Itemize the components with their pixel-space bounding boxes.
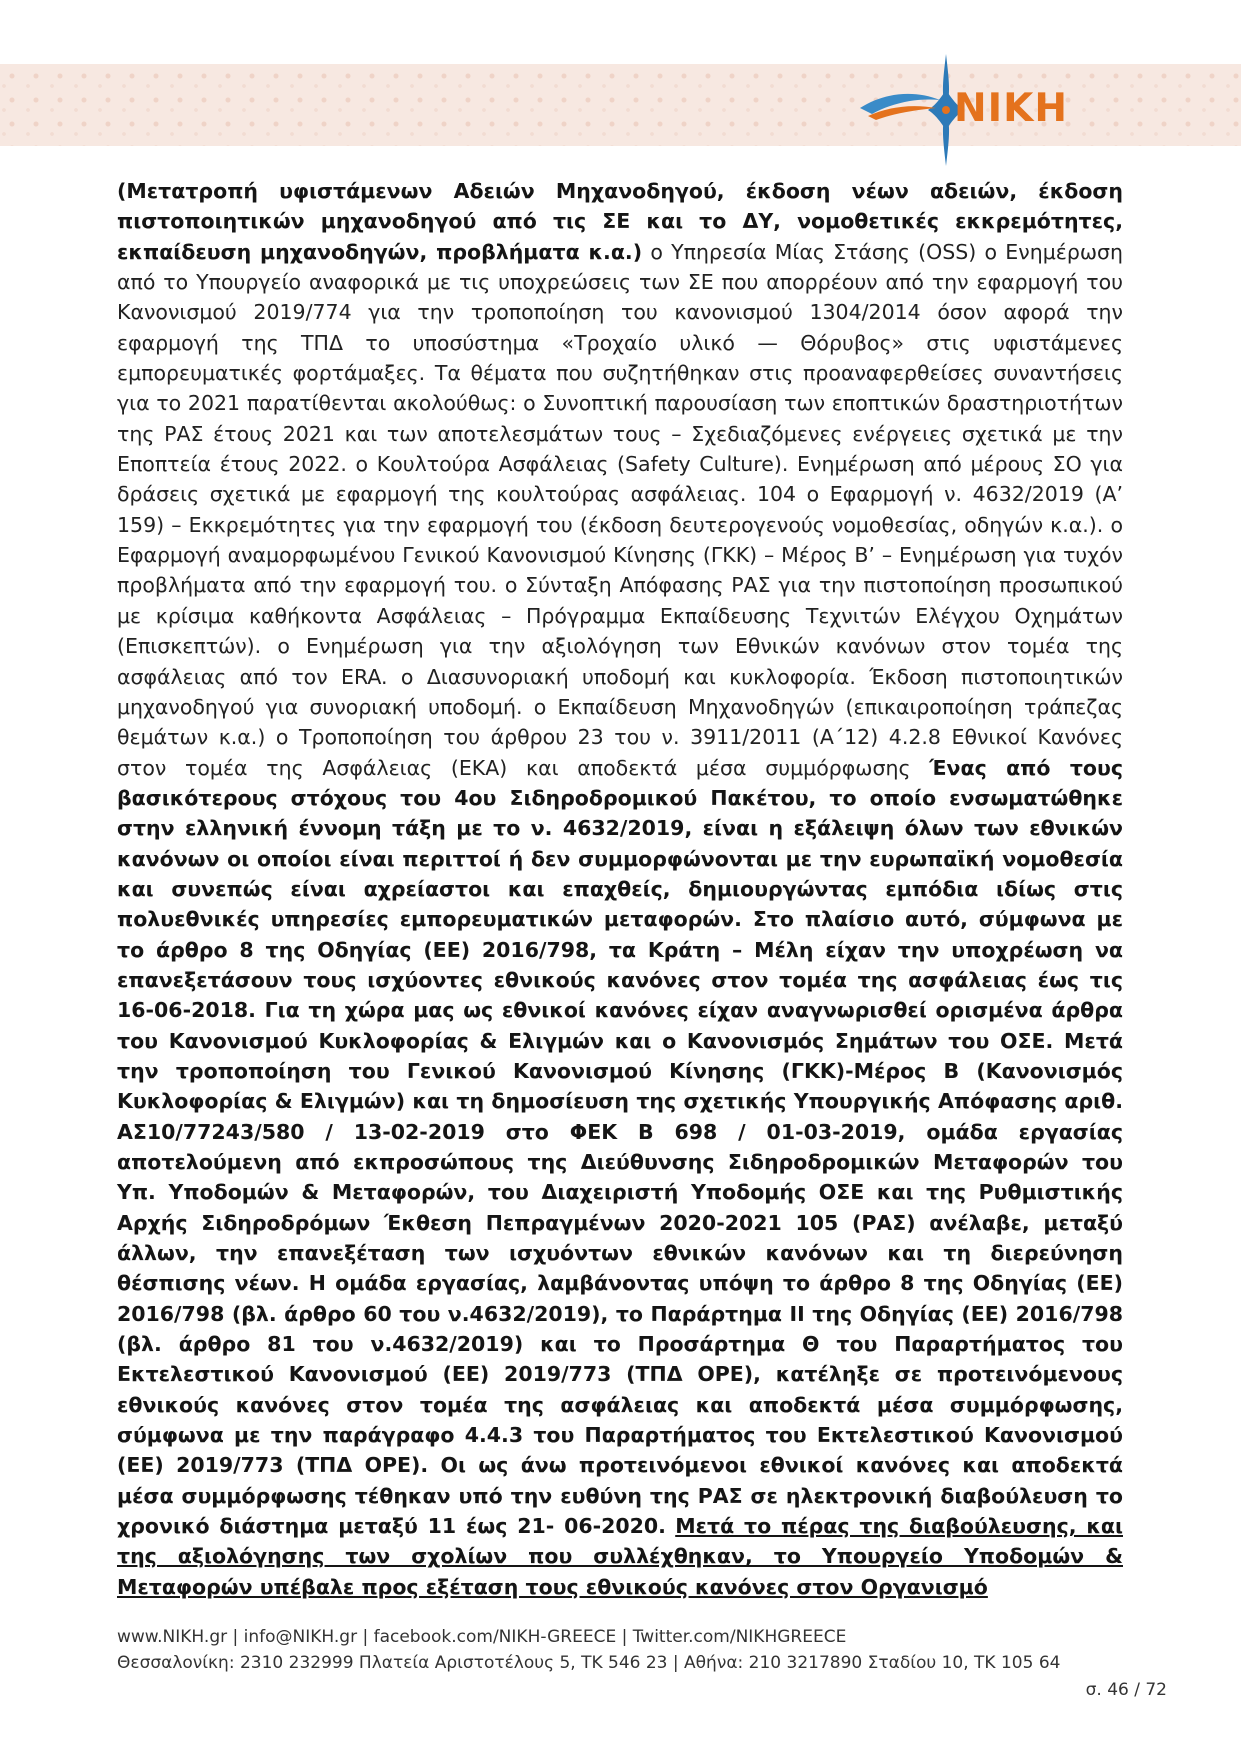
- body-regular-text: ο Υπηρεσία Μίας Στάσης (OSS) ο Ενημέρωση από το Υπουργείο αναφορικά με τις υποχρεώσεις των ΣΕ που απορρέουν από την εφαρμογή του Κανονισμού 2019/774 για την τροποποίηση του κανονισμού 1304/2014 όσον αφορά την εφαρμογή της ΤΠΔ το υποσύστημα «Τροχαίο υλικό — Θόρυβος» στις υφιστάμενες εμπορευματικές φορτάμαξες. Τα θέματα που συζητήθηκαν στις προαναφερθείσες συναντήσεις για το 2021 παρατίθενται ακολούθως: ο Συνοπτική παρουσίαση των εποπτικών δραστηριοτήτων της ΡΑΣ έτους 2021 και των αποτελεσμάτων τους – Σχεδιαζόμενες ενέργειες σχετικά με την Εποπτεία έτους 2022. ο Κουλτούρα Ασφάλειας (Safety Culture). Ενημέρωση από μέρους ΣΟ για δράσεις σχετικά με εφαρμογή της κουλτούρας ασφάλειας. 104 ο Εφαρμογή ν. 4632/2019 (Α’ 159) – Εκκρεμότητες για την εφαρμογή του (έκδοση δευτερογενούς νομοθεσίας, οδηγών κ.α.). ο Εφαρμογή αναμορφωμένου Γενικού Κανονισμού Κίνησης (ΓΚΚ) – Μέρος Β’ – Ενημέρωση για τυχόν προβλήματα από την εφαρμογή του. ο Σύνταξη Απόφασης ΡΑΣ για την πιστοποίηση προσωπικού με κρίσιμα καθήκοντα Ασφάλειας – Πρόγραμμα Εκπαίδευσης Τεχνιτών Ελέγχου Οχημάτων (Επισκεπτών). ο Ενημέρωση για την αξιολόγηση των Εθνικών κανόνων στον τομέα της ασφάλειας από τον ERA. ο Διασυνοριακή υποδομή και κυκλοφορία. Έκδοση πιστοποιητικών μηχανοδηγού για συνοριακή υποδομή. ο Εκπαίδευση Μηχανοδηγών (επικαιροποίηση τράπεζας θεμάτων κ.α.) ο Τροποποίηση του άρθρου 23 του ν. 3911/2011 (Α΄12) 4.2.8 Εθνικοί Κανόνες στον τομέα της Ασφάλειας (ΕΚΑ) και αποδεκτά μέσα συμμόρφωσης: [117, 239, 1123, 780]
- logo-text: NIKH: [954, 86, 1069, 131]
- page-footer: [117, 1624, 1127, 1676]
- body-paragraph: [117, 176, 1123, 1602]
- main-bold-text: Ένας από τους βασικότερους στόχους του 4ου Σιδηροδρομικού Πακέτου, το οποίο ενσωματώθηκε στην ελληνική έννομη τάξη με το ν. 4632/2019, είναι η εξάλειψη όλων των εθνικών κανόνων οι οποίοι είναι περιττοί ή δεν συμμορφώνονται με την ευρωπαϊκή νομοθεσία και συνεπώς είναι αχρείαστοι και επαχθείς, δημιουργώντας εμπόδια ιδίως στις πολυεθνικές υπηρεσίες εμπορευματικών μεταφορών. Στο πλαίσιο αυτό, σύμφωνα με το άρθρο 8 της Οδηγίας (ΕΕ) 2016/798, τα Κράτη – Μέλη είχαν την υποχρέωση να επανεξετάσουν τους ισχύοντες εθνικούς κανόνες στον τομέα της ασφάλειας έως τις 16-06-2018. Για τη χώρα μας ως εθνικοί κανόνες είχαν αναγνωρισθεί ορισμένα άρθρα του Κανονισμού Κυκλοφορίας & Ελιγμών και ο Κανονισμός Σημάτων του ΟΣΕ. Μετά την τροποποίηση του Γενικού Κανονισμού Κίνησης (ΓΚΚ)-Μέρος Β (Κανονισμός Κυκλοφορίας & Ελιγμών) και τη δημοσίευση της σχετικής Υπουργικής Απόφασης αριθ. ΑΣ10/77243/580 / 13-02-2019 στο ΦΕΚ Β 698 / 01-03-2019, ομάδα εργασίας αποτελούμενη από εκπροσώπους της Διεύθυνσης Σιδηροδρομικών Μεταφορών του Υπ. Υποδομών & Μεταφορών, του Διαχειριστή Υποδομής ΟΣΕ και της Ρυθμιστικής Αρχής Σιδηροδρόμων Έκθεση Πεπραγμένων 2020-2021 105 (ΡΑΣ) ανέλαβε, μεταξύ άλλων, την επανεξέταση των ισχυόντων εθνικών κανόνων και τη διερεύνηση θέσπισης νέων. Η ομάδα εργασίας, λαμβάνοντας υπόψη το άρθρο 8 της Οδηγίας (ΕΕ) 2016/798 (βλ. άρθρο 60 του ν.4632/2019), το Παράρτημα ΙΙ της Οδηγίας (ΕΕ) 2016/798 (βλ. άρθρο 81 του ν.4632/2019) και το Προσάρτημα Θ του Παραρτήματος του Εκτελεστικού Κανονισμού (ΕΕ) 2019/773 (ΤΠΔ OPE), κατέληξε σε προτεινόμενους εθνικούς κανόνες στον τομέα της ασφάλειας και αποδεκτά μέσα συμμόρφωσης, σύμφωνα με την παράγραφο 4.4.3 του Παραρτήματος του Εκτελεστικού Κανονισμού (ΕΕ) 2019/773 (ΤΠΔ OPE). Οι ως άνω προτεινόμενοι εθνικοί κανόνες και αποδεκτά μέσα συμμόρφωσης τέθηκαν υπό την ευθύνη της ΡΑΣ σε ηλεκτρονική διαβούλευση το χρονικό διάστημα μεταξύ 11 έως 21- 06-2020.: [117, 755, 1123, 1539]
- footer-addresses: Θεσσαλονίκη: 2310 232999 Πλατεία Αριστοτέλους 5, ΤΚ 546 23 | Αθήνα: 210 3217890 Σταδίου 10, ΤΚ 105 64: [117, 1653, 1061, 1673]
- lead-bold-text: (Μετατροπή υφιστάμενων Αδειών Μηχανοδηγού, έκδοση νέων αδειών, έκδοση πιστοποιητικών μηχανοδηγού από τις ΣΕ και το ΔΥ, νομοθετικές εκκρεμότητες, εκπαίδευση μηχανοδηγών, προβλήματα κ.α.): [117, 179, 1123, 264]
- page-number: σ. 46 / 72: [1085, 1680, 1167, 1700]
- footer-contacts: www.NIKH.gr | info@NIKH.gr | facebook.com/NIKH-GREECE | Twitter.com/NIKHGREECE: [117, 1627, 847, 1647]
- underlined-bold-text: Μετά το πέρας της διαβούλευσης, και της αξιολόγησης των σχολίων που συλλέχθηκαν, το Υπουργείο Υποδομών & Μεταφορών υπέβαλε προς εξέταση τους εθνικούς κανόνες στον Οργανισμό: [117, 1514, 1123, 1599]
- nikh-logo: [850, 50, 1090, 170]
- document-body: [117, 176, 1123, 1602]
